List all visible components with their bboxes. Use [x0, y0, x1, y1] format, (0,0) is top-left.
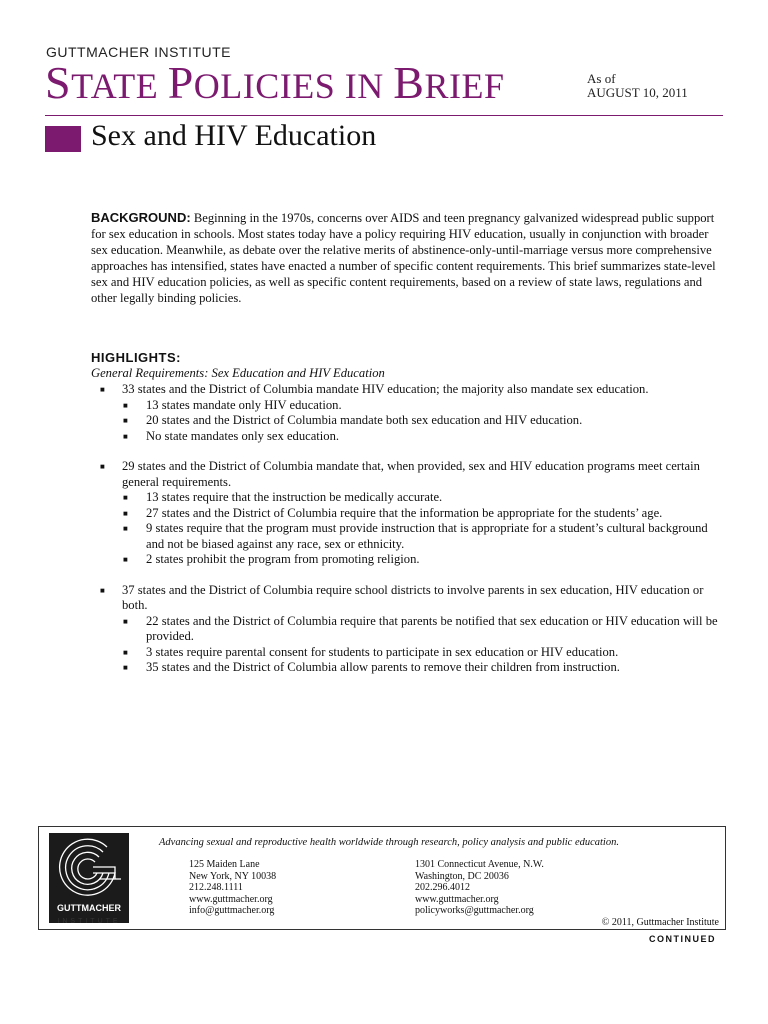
highlight-group — [0, 583, 768, 676]
highlight-subtext: 22 states and the District of Columbia require that parents be notified that sex education or HIV education will be provided. — [146, 613, 718, 643]
highlight-group — [0, 382, 768, 444]
highlight-subtext: 27 states and the District of Columbia require that the information be appropriate for the students’ age. — [146, 505, 663, 520]
footer-tagline: Advancing sexual and reproductive health worldwide through research, policy analysis and public education. — [159, 837, 619, 848]
highlight-subitem — [0, 660, 722, 676]
highlight-subtext: 3 states require parental consent for students to participate in sex education or HIV education. — [146, 644, 619, 659]
highlight-item — [0, 583, 722, 614]
ny-street: 125 Maiden Lane — [189, 859, 260, 870]
logo-name: GUTTMACHER — [57, 903, 121, 913]
bullet-icon: ■ — [123, 400, 128, 410]
series-title-part-2: OLICIES IN — [193, 66, 394, 106]
bullet-icon: ■ — [123, 431, 128, 441]
highlight-subitem — [0, 413, 722, 429]
series-title-cap-s: S — [45, 57, 72, 108]
as-of-label: As of — [587, 71, 616, 86]
series-title-cap-p: P — [167, 57, 194, 108]
dc-email[interactable]: policyworks@guttmacher.org — [415, 905, 534, 916]
bullet-icon: ■ — [100, 585, 105, 595]
highlight-subitem — [0, 521, 722, 552]
bullet-icon: ■ — [100, 462, 105, 471]
header-rule — [45, 115, 723, 116]
as-of-date: AUGUST 10, 2011 — [587, 85, 688, 100]
highlight-subtext: 13 states require that the instruction be medically accurate. — [146, 490, 443, 504]
highlight-subtext: 13 states mandate only HIV education. — [146, 397, 342, 412]
dc-city: Washington, DC 20036 — [415, 870, 509, 882]
ny-website[interactable]: www.guttmacher.org — [189, 893, 273, 905]
logo-institute: INSTITUTE — [57, 918, 121, 925]
copyright: © 2011, Guttmacher Institute — [601, 917, 719, 928]
footer-box — [38, 826, 726, 930]
highlight-subtext: 35 states and the District of Columbia allow parents to remove their children from instruction. — [146, 660, 620, 674]
ny-city: New York, NY 10038 — [189, 870, 277, 882]
highlights-heading: HIGHLIGHTS: — [91, 350, 181, 365]
series-title-part-1: TATE — [71, 66, 168, 106]
bullet-icon: ■ — [123, 647, 128, 657]
dc-phone: 202.296.4012 — [415, 882, 470, 893]
highlight-text: 29 states and the District of Columbia mandate that, when provided, sex and HIV education programs meet certain general requirements. — [122, 459, 700, 489]
background-paragraph — [91, 210, 727, 306]
highlight-text: 37 states and the District of Columbia require school districts to involve parents in sex education, HIV education or both. — [122, 582, 704, 612]
highlight-subtext: 2 states prohibit the program from promoting religion. — [146, 552, 420, 566]
logo-mark-icon — [49, 833, 129, 903]
ny-email[interactable]: info@guttmacher.org — [189, 905, 275, 916]
dc-website[interactable]: www.guttmacher.org — [415, 893, 499, 905]
background-text: Beginning in the 1970s, concerns over AIDS and teen pregnancy galvanized widespread public support for sex education in schools. Most states today have a policy requiring HIV education, usually in conjunction with broader sex education. Meanwhile, as debate over the relative merits of abstinence-only-until-marriage versus more comprehensive approaches has intensified, states have enacted a number of specific content requirements. This brief summarizes state-level sex and HIV education policies, as well as specific content requirements, based on a review of state laws, regulations and other legally binding policies. — [91, 211, 716, 305]
highlight-subitem — [0, 490, 722, 506]
highlight-subtext: 9 states require that the program must provide instruction that is appropriate for a student’s cultural background and not be biased against any race, sex or ethnicity. — [146, 521, 708, 551]
topic-marker — [45, 126, 81, 152]
continued-label: CONTINUED — [649, 934, 716, 944]
ny-address — [189, 859, 276, 917]
topic-title: Sex and HIV Education — [91, 119, 377, 152]
bullet-icon: ■ — [100, 385, 105, 394]
highlight-item — [0, 382, 722, 398]
highlight-subitem — [0, 614, 722, 645]
bullet-icon: ■ — [123, 416, 128, 425]
highlight-text: 33 states and the District of Columbia mandate HIV education; the majority also mandate sex education. — [122, 382, 649, 396]
background-label: BACKGROUND: — [91, 210, 191, 225]
bullet-icon: ■ — [123, 555, 128, 564]
highlight-group — [0, 459, 768, 568]
highlights-list — [0, 382, 768, 691]
highlight-subitem — [0, 429, 722, 445]
bullet-icon: ■ — [123, 508, 128, 518]
highlights-subheading: General Requirements: Sex Education and HIV Education — [91, 366, 385, 380]
as-of-block — [587, 72, 688, 100]
guttmacher-logo — [49, 833, 129, 923]
bullet-icon: ■ — [123, 663, 128, 672]
org-name: GUTTMACHER INSTITUTE — [46, 44, 231, 60]
ny-phone: 212.248.1111 — [189, 882, 243, 893]
highlight-subtext: 20 states and the District of Columbia mandate both sex education and HIV education. — [146, 413, 583, 427]
highlight-subtext: No state mandates only sex education. — [146, 428, 340, 443]
bullet-icon: ■ — [123, 524, 128, 533]
bullet-icon: ■ — [123, 616, 128, 626]
dc-street: 1301 Connecticut Avenue, N.W. — [415, 859, 544, 870]
highlight-subitem — [0, 552, 722, 568]
highlight-subitem — [0, 645, 722, 661]
highlight-subitem — [0, 398, 722, 414]
highlight-item — [0, 459, 722, 490]
bullet-icon: ■ — [123, 493, 128, 502]
highlight-subitem — [0, 506, 722, 522]
dc-address — [415, 859, 544, 917]
series-title-part-3: RIEF — [424, 66, 505, 106]
series-title — [45, 57, 505, 109]
series-title-cap-b: B — [393, 57, 425, 108]
